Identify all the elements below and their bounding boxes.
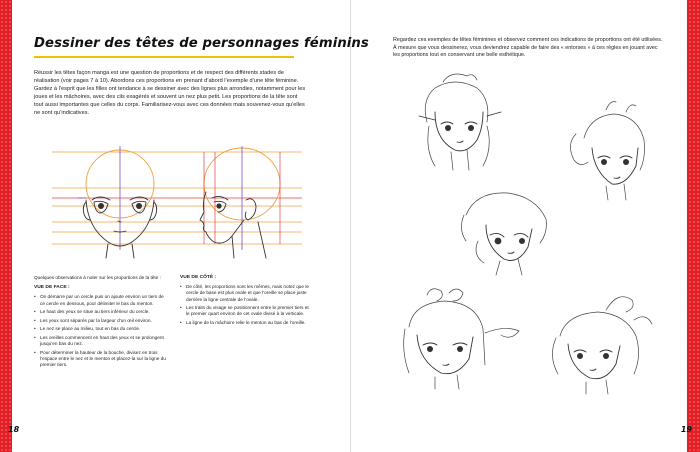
girl-head-sketch-3 xyxy=(461,193,546,275)
front-view-head-diagram xyxy=(78,146,157,258)
side-view-heading: VUE DE CÔTÉ : xyxy=(180,275,217,280)
front-view-notes xyxy=(34,275,169,371)
front-view-list xyxy=(34,294,169,368)
page-number-left: 18 xyxy=(8,425,20,434)
list-item: • De côté, les proportions sont les mêmes, mais notez que le cercle de base est plus ovale et que l’oreille se place juste derrière la ligne centrale de l’ovale. xyxy=(180,284,310,303)
head-sketches xyxy=(351,0,687,452)
list-item: • Le haut des yeux se situe au tiers inférieur du cercle. xyxy=(34,309,169,315)
right-intro-text: Regardez ces exemples de têtes féminines et observez comment ces indications de proportions ont été utilisées. À mesure que vous dessinerez, vous deviendrez capable de faire des « entorses » à ces règles en jouant avec les proportions tout en conservant une belle esthétique. xyxy=(393,37,663,59)
page-title: Dessiner des têtes de personnages féminins xyxy=(34,36,369,51)
list-item: • La ligne de la mâchoire relie le menton au bas de l’oreille. xyxy=(180,320,310,326)
page-number-right: 19 xyxy=(680,425,692,434)
list-item: • Pour déterminer la hauteur de la bouche, divisez en trois l’espace entre le nez et le menton et placez-la sur la ligne du premier tiers. xyxy=(34,350,169,369)
list-item: • Les oreilles commencent en haut des yeux et se prolongent jusqu’en bas du nez. xyxy=(34,335,169,347)
side-view-notes xyxy=(180,275,310,329)
head-proportion-diagrams xyxy=(52,140,312,262)
front-view-heading: VUE DE FACE : xyxy=(34,285,70,291)
intro-paragraph: Réussir les têtes façon manga est une question de proportions et de respect des différents stades de réalisation (voir pages 7 à 10). Abordons ces proportions en prenant d’abord l’exemple d’une tête féminine. Gardez à l’esprit que les filles ont tendance à se dessiner avec des lignes plus arrondies, notamment pour les joues et les mâchoires, avec des cils exagérés et souvent un nez plus petit. Les proportions de la tête sont tout aussi importantes que celles du corps. Familiarisez-vous avec ces données mais souvenez-vous qu’elles ne sont qu’indicatives. xyxy=(34,70,306,116)
list-item: • Le nez se place au milieu, tout en bas du cercle. xyxy=(34,326,169,332)
list-item: • On démarre par un cercle puis on ajoute environ un tiers de ce cercle en dessous, pour délimiter le bas du menton. xyxy=(34,294,169,306)
side-view-head-diagram xyxy=(200,146,280,258)
list-item: • Les traits du visage se positionnent entre le premier tiers et le premier quart environ de cet ovale divisé à la verticale. xyxy=(180,305,310,317)
notes-lead: Quelques observations à noter sur les proportions de la tête : xyxy=(34,275,161,280)
side-view-list xyxy=(180,284,310,326)
list-item: • Les yeux sont séparés par la largeur d’un œil environ. xyxy=(34,318,169,324)
girl-head-sketch-4 xyxy=(404,289,519,389)
girl-head-sketch-2 xyxy=(570,102,644,200)
girl-head-sketch-1 xyxy=(419,74,501,170)
girl-head-sketch-5 xyxy=(552,297,652,394)
title-underline xyxy=(34,56,294,58)
intro-text xyxy=(34,70,306,117)
